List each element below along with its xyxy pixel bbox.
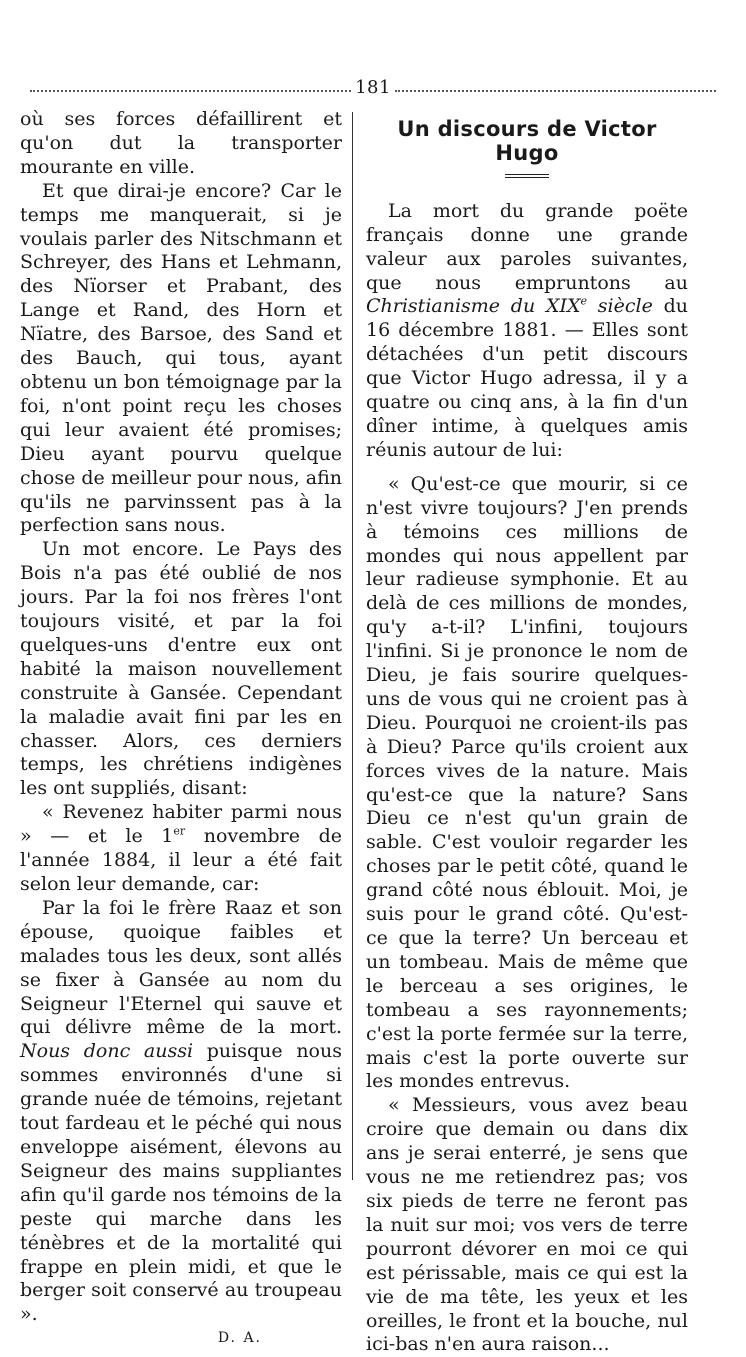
source-title-text: Christianisme du XIX xyxy=(366,295,581,318)
signature: D. A. xyxy=(217,1330,262,1347)
paragraph xyxy=(20,897,342,1327)
header-rule-left xyxy=(30,90,351,93)
header-rule-right xyxy=(395,90,716,93)
source-title-text-end: siècle xyxy=(587,295,653,318)
paragraph: Un mot encore. Le Pays des Bois n'a pas été oublié de nos jours. Par la foi nos frères l'ont toujours visité, et par la foi quelques-uns d'entre eux ont habité la maison nouvellement construite à Gansée. Cependant la maladie avait fini par les en chasser. Alors, ces derniers temps, les chrétiens indigènes les ont suppliés, disant: xyxy=(20,538,342,800)
source-superscript: e xyxy=(580,295,588,309)
quote-text-continued: novembre de l'année 1884, il leur a été fait selon leur demande, car: xyxy=(20,825,342,895)
quote-paragraph xyxy=(20,801,342,897)
quote-paragraph: « Messieurs, vous avez beau croire que demain ou dans dix ans je serai enterré, je sens que vous ne me retiendrez pas; vos six pieds de terre ne feront pas la nuit sur moi; vos vers de terre pourront dévorer en moi ce qui est périssable, mais ce qui est la vie de ma tête, les yeux et les oreilles, le front et la bouche, nul ici-bas n'en aura raison... xyxy=(366,1094,688,1356)
article-title: Un discours de Victor Hugo xyxy=(397,117,657,165)
title-rule xyxy=(505,174,549,178)
intro-paragraph xyxy=(366,200,688,463)
paragraph-closing: puisque nous sommes environnés d'une si grande nuée de témoins, rejetant tout fardeau et le péché qui nous enveloppe aisément, élevons au Seigneur des mains suppliantes afin qu'il garde nos témoins de la peste qui marche dans les ténèbres et de la mortalité qui frappe en plein midi, et que le berger soit conservé au troupeau ». xyxy=(20,1040,342,1326)
italic-phrase: Nous donc aussi xyxy=(20,1040,194,1063)
ordinal-superscript: er xyxy=(173,824,186,838)
paragraph-text: Par la foi le frère Raaz et son épouse, quoique faibles et malades tous les deux, sont allés se fixer à Gansée au nom du Seigneur l'Eternel qui sauve et qui délivre même de la mort. xyxy=(20,896,342,1039)
right-column xyxy=(366,108,688,1357)
intro-text-continued: du 16 décembre 1881. — Elles sont détachées d'un petit discours que Victor Hugo adressa, il y a quatre ou cinq ans, à la fin d'un dîner intime, à quelques amis réunis autour de lui: xyxy=(366,295,688,461)
paragraph: Et que dirai-je encore? Car le temps me manquerait, si je voulais parler des Nitschmann et Schreyer, des Hans et Lehmann, des Nïorser et Prabant, des Lange et Rand, des Horn et Nïatre, des Barsoe, des Sand et des Bauch, qui tous, ayant obtenu un bon témoignage par la foi, n'ont point reçu les choses qui leur avaient été promises; Dieu ayant pourvu quelque chose de meilleur pour nous, afin qu'ils ne parvinssent pas à la perfection sans nous. xyxy=(20,179,342,537)
intro-text: La mort du grande poëte français donne une grande valeur aux paroles suivantes, que nous empruntons au xyxy=(366,199,688,294)
paragraph: où ses forces défaillirent et qu'on dut la transporter mourante en ville. xyxy=(20,108,342,178)
column-divider xyxy=(352,112,353,1180)
quote-paragraph: « Qu'est-ce que mourir, si ce n'est vivre toujours? J'en prends à témoins ces millions de mondes qui nous appellent par leur radieuse symphonie. Et au delà de ces millions de mondes, qu'y a-t-il? L'infini, toujours l'infini. Si je prononce le nom de Dieu, je fais sourire quelques-uns de vous qui ne croient pas à Dieu. Pourquoi ne croient-ils pas à Dieu? Parce qu'ils croient aux forces vives de la nature. Mais qu'est-ce que la nature? Sans Dieu ce n'est qu'un grain de sable. C'est vouloir regarder les choses par le petit côté, quand le grand côté nous éblouit. Moi, je suis pour le grand côté. Qu'est-ce que la terre? Un berceau et un tombeau. Mais de même que le berceau a ses origines, le tombeau a ses rayonnements; c'est la porte fermée sur la terre, mais c'est la porte ouverte sur les mondes entrevus. xyxy=(366,472,688,1093)
page-number: 181 xyxy=(355,76,391,98)
page-header xyxy=(30,74,716,100)
left-column xyxy=(20,108,342,1351)
quote-text: « Revenez habiter parmi nous » — et le 1 xyxy=(20,801,342,848)
source-title xyxy=(366,295,653,317)
